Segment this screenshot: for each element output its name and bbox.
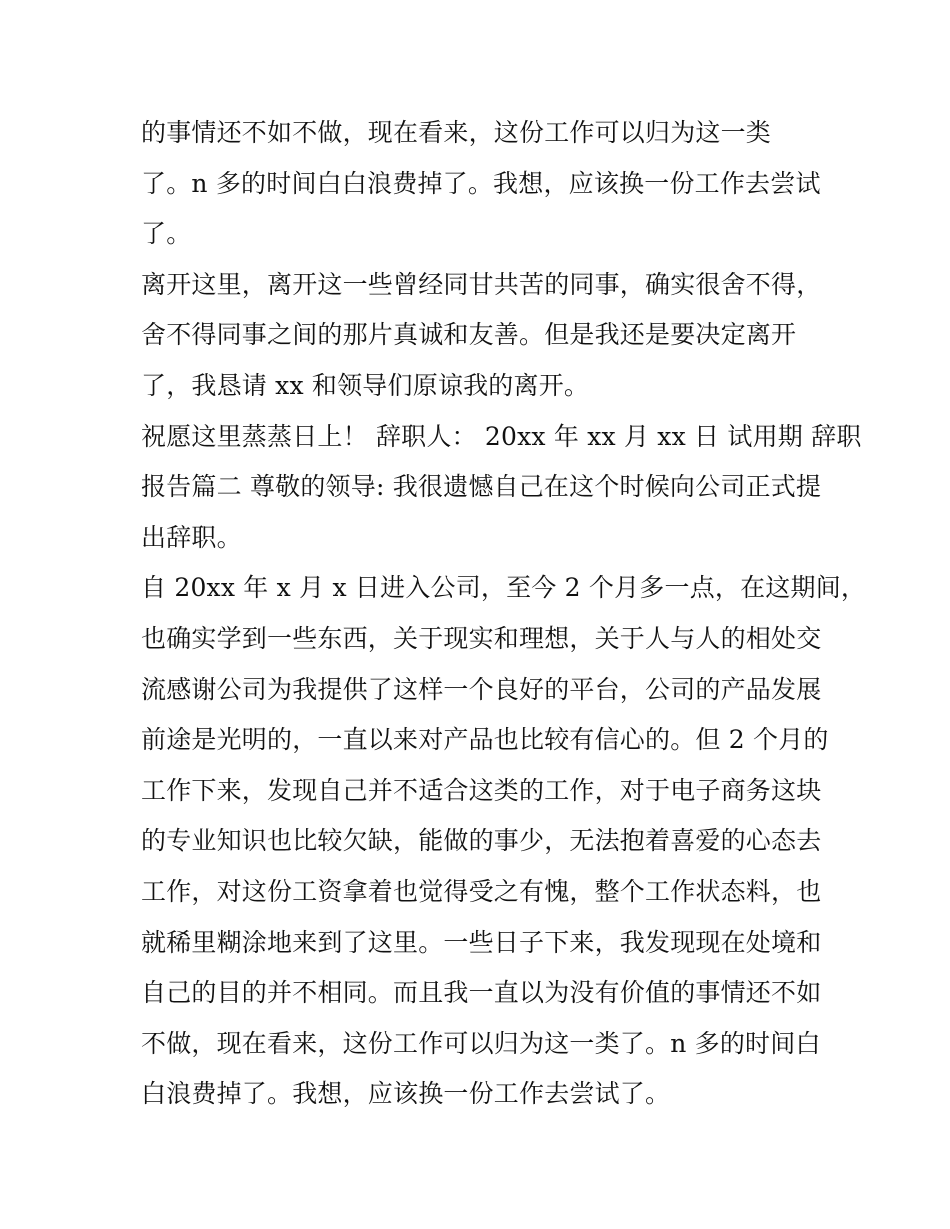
text-line: 前途是光明的，一直以来对产品也比较有信心的。但 2 个月的 bbox=[141, 725, 829, 755]
text-line: 自己的目的并不相同。而且我一直以为没有价值的事情还不如 bbox=[141, 978, 822, 1008]
document-body bbox=[141, 108, 867, 1120]
text-line: 离开这里，离开这一些曾经同甘共苦的同事，确实很舍不得， bbox=[141, 269, 822, 299]
text-line: 出辞职。 bbox=[141, 522, 242, 552]
text-line: 不做，现在看来，这份工作可以归为这一类了。n 多的时间白 bbox=[141, 1028, 821, 1058]
text-line: 流感谢公司为我提供了这样一个良好的平台，公司的产品发展 bbox=[141, 674, 822, 704]
text-line: 舍不得同事之间的那片真诚和友善。但是我还是要决定离开 bbox=[141, 320, 797, 350]
text-line: 的事情还不如不做，现在看来，这份工作可以归为这一类 bbox=[141, 118, 772, 147]
text-line: 了。n 多的时间白白浪费掉了。我想，应该换一份工作去尝试 bbox=[141, 168, 821, 198]
text-line: 了。 bbox=[141, 219, 192, 249]
text-line: 就稀里糊涂地来到了这里。一些日子下来，我发现现在处境和 bbox=[141, 927, 822, 957]
text-line: 报告篇二 尊敬的领导: 我很遗憾自己在这个时候向公司正式提 bbox=[141, 472, 822, 502]
text-line: 的专业知识也比较欠缺，能做的事少，无法抱着喜爱的心态去 bbox=[141, 826, 822, 856]
text-line: 白浪费掉了。我想，应该换一份工作去尝试了。 bbox=[141, 1079, 671, 1109]
text-line: 工作，对这份工资拿着也觉得受之有愧，整个工作状态料，也 bbox=[141, 876, 822, 906]
text-line: 工作下来，发现自己并不适合这类的工作，对于电子商务这块 bbox=[141, 775, 822, 805]
text-line: 祝愿这里蒸蒸日上！ 辞职人： 20xx 年 xx 月 xx 日 试用期 辞职 bbox=[141, 421, 862, 451]
text-line: 也确实学到一些东西，关于现实和理想，关于人与人的相处交 bbox=[141, 623, 822, 653]
text-line: 了，我恳请 xx 和领导们原谅我的离开。 bbox=[141, 370, 590, 400]
text-line: 自 20xx 年 x 月 x 日进入公司，至今 2 个月多一点，在这期间， bbox=[141, 573, 867, 603]
